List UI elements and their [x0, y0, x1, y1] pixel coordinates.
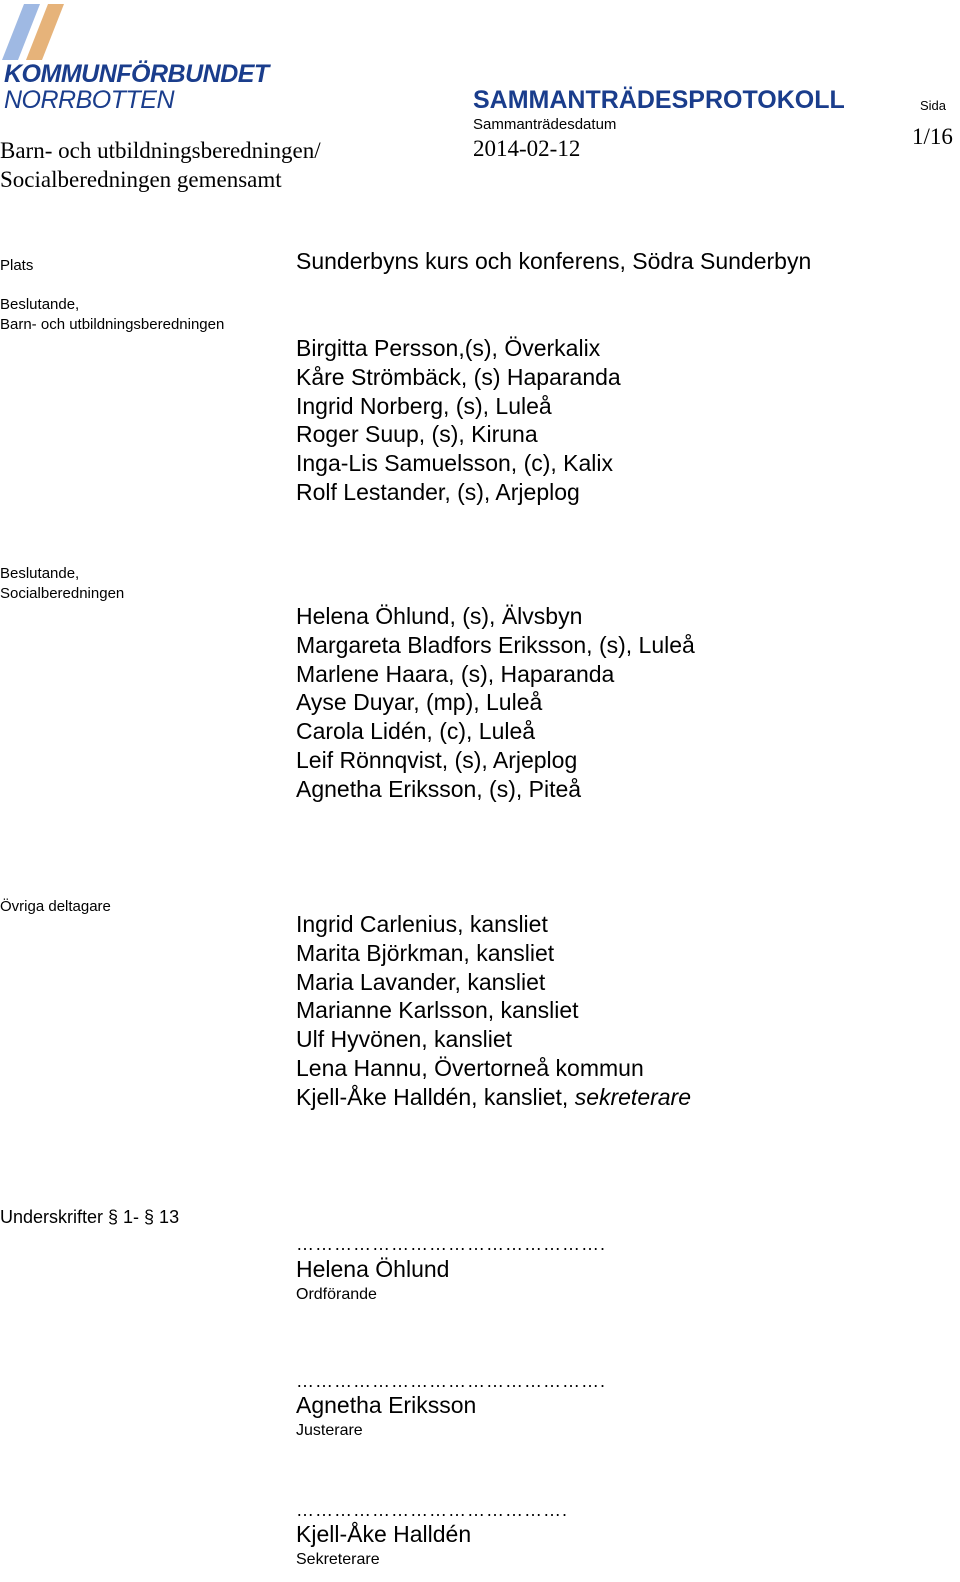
signature-name: Kjell-Åke Halldén — [296, 1521, 472, 1547]
list-item: Marlene Haara, (s), Haparanda — [296, 660, 615, 687]
signature-role: Ordförande — [296, 1286, 377, 1303]
ovriga-member-list — [296, 910, 691, 1112]
list-item: Marita Björkman, kansliet — [296, 939, 555, 966]
list-item: Birgitta Persson,(s), Överkalix — [296, 335, 601, 361]
social-member-list — [296, 602, 695, 804]
list-item: Ulf Hyvönen, kansliet — [296, 1026, 513, 1053]
list-item: Maria Lavander, kansliet — [296, 968, 546, 995]
signature-name: Agnetha Eriksson — [296, 1392, 477, 1418]
list-item: Ingrid Carlenius, kansliet — [296, 911, 548, 937]
signature-line: …………………………………………. — [296, 1371, 607, 1391]
signature-line: ……………………………………. — [296, 1500, 569, 1520]
barn-member-list — [296, 334, 621, 507]
list-item-text: Kjell-Åke Halldén, kansliet, — [296, 1083, 575, 1110]
barn-label-line-1: Beslutande, — [0, 296, 80, 313]
logo-text-line1: KOMMUNFÖRBUNDET — [4, 60, 269, 88]
committee-line-1: Barn- och utbildningsberedningen/ — [0, 138, 321, 163]
page-number: 1/16 — [912, 124, 953, 149]
list-item: Helena Öhlund, (s), Älvsbyn — [296, 603, 583, 629]
list-item: Agnetha Eriksson, (s), Piteå — [296, 775, 582, 802]
meeting-date: 2014-02-12 — [473, 136, 581, 161]
barn-label — [0, 295, 224, 335]
list-item: Kåre Strömbäck, (s) Haparanda — [296, 363, 621, 390]
signature-name: Helena Öhlund — [296, 1256, 450, 1282]
committee-line-2: Socialberedningen gemensamt — [0, 167, 282, 192]
list-item: Margareta Bladfors Eriksson, (s), Luleå — [296, 631, 695, 658]
date-label: Sammanträdesdatum — [473, 116, 617, 133]
list-item: Inga-Lis Samuelsson, (c), Kalix — [296, 450, 614, 477]
list-item: Carola Lidén, (c), Luleå — [296, 718, 536, 745]
list-item: Leif Rönnqvist, (s), Arjeplog — [296, 746, 578, 773]
list-item: Ayse Duyar, (mp), Luleå — [296, 689, 543, 716]
list-item — [296, 1083, 691, 1112]
signature-line: …………………………………………. — [296, 1234, 607, 1254]
social-label — [0, 564, 124, 604]
list-item: Marianne Karlsson, kansliet — [296, 997, 579, 1024]
social-label-line-1: Beslutande, — [0, 565, 80, 582]
signature-role: Justerare — [296, 1422, 363, 1439]
secretary-role: sekreterare — [574, 1083, 692, 1110]
barn-label-line-2: Barn- och utbildningsberedningen — [0, 316, 225, 333]
signature-role: Sekreterare — [296, 1551, 380, 1568]
plats-value: Sunderbyns kurs och konferens, Södra Sunderbyn — [296, 248, 812, 274]
list-item: Rolf Lestander, (s), Arjeplog — [296, 478, 580, 505]
underskrifter-label: Underskrifter § 1- § 13 — [0, 1207, 180, 1227]
social-label-line-2: Socialberedningen — [0, 585, 125, 602]
plats-label: Plats — [0, 257, 34, 274]
page-label: Sida — [920, 98, 947, 113]
list-item: Roger Suup, (s), Kiruna — [296, 421, 538, 448]
list-item: Ingrid Norberg, (s), Luleå — [296, 392, 552, 419]
logo-text-line2: NORRBOTTEN — [4, 86, 174, 114]
ovriga-label: Övriga deltagare — [0, 898, 111, 915]
list-item: Lena Hannu, Övertorneå kommun — [296, 1054, 644, 1081]
document-title: SAMMANTRÄDESPROTOKOLL — [473, 86, 845, 114]
committee-name — [0, 136, 321, 194]
